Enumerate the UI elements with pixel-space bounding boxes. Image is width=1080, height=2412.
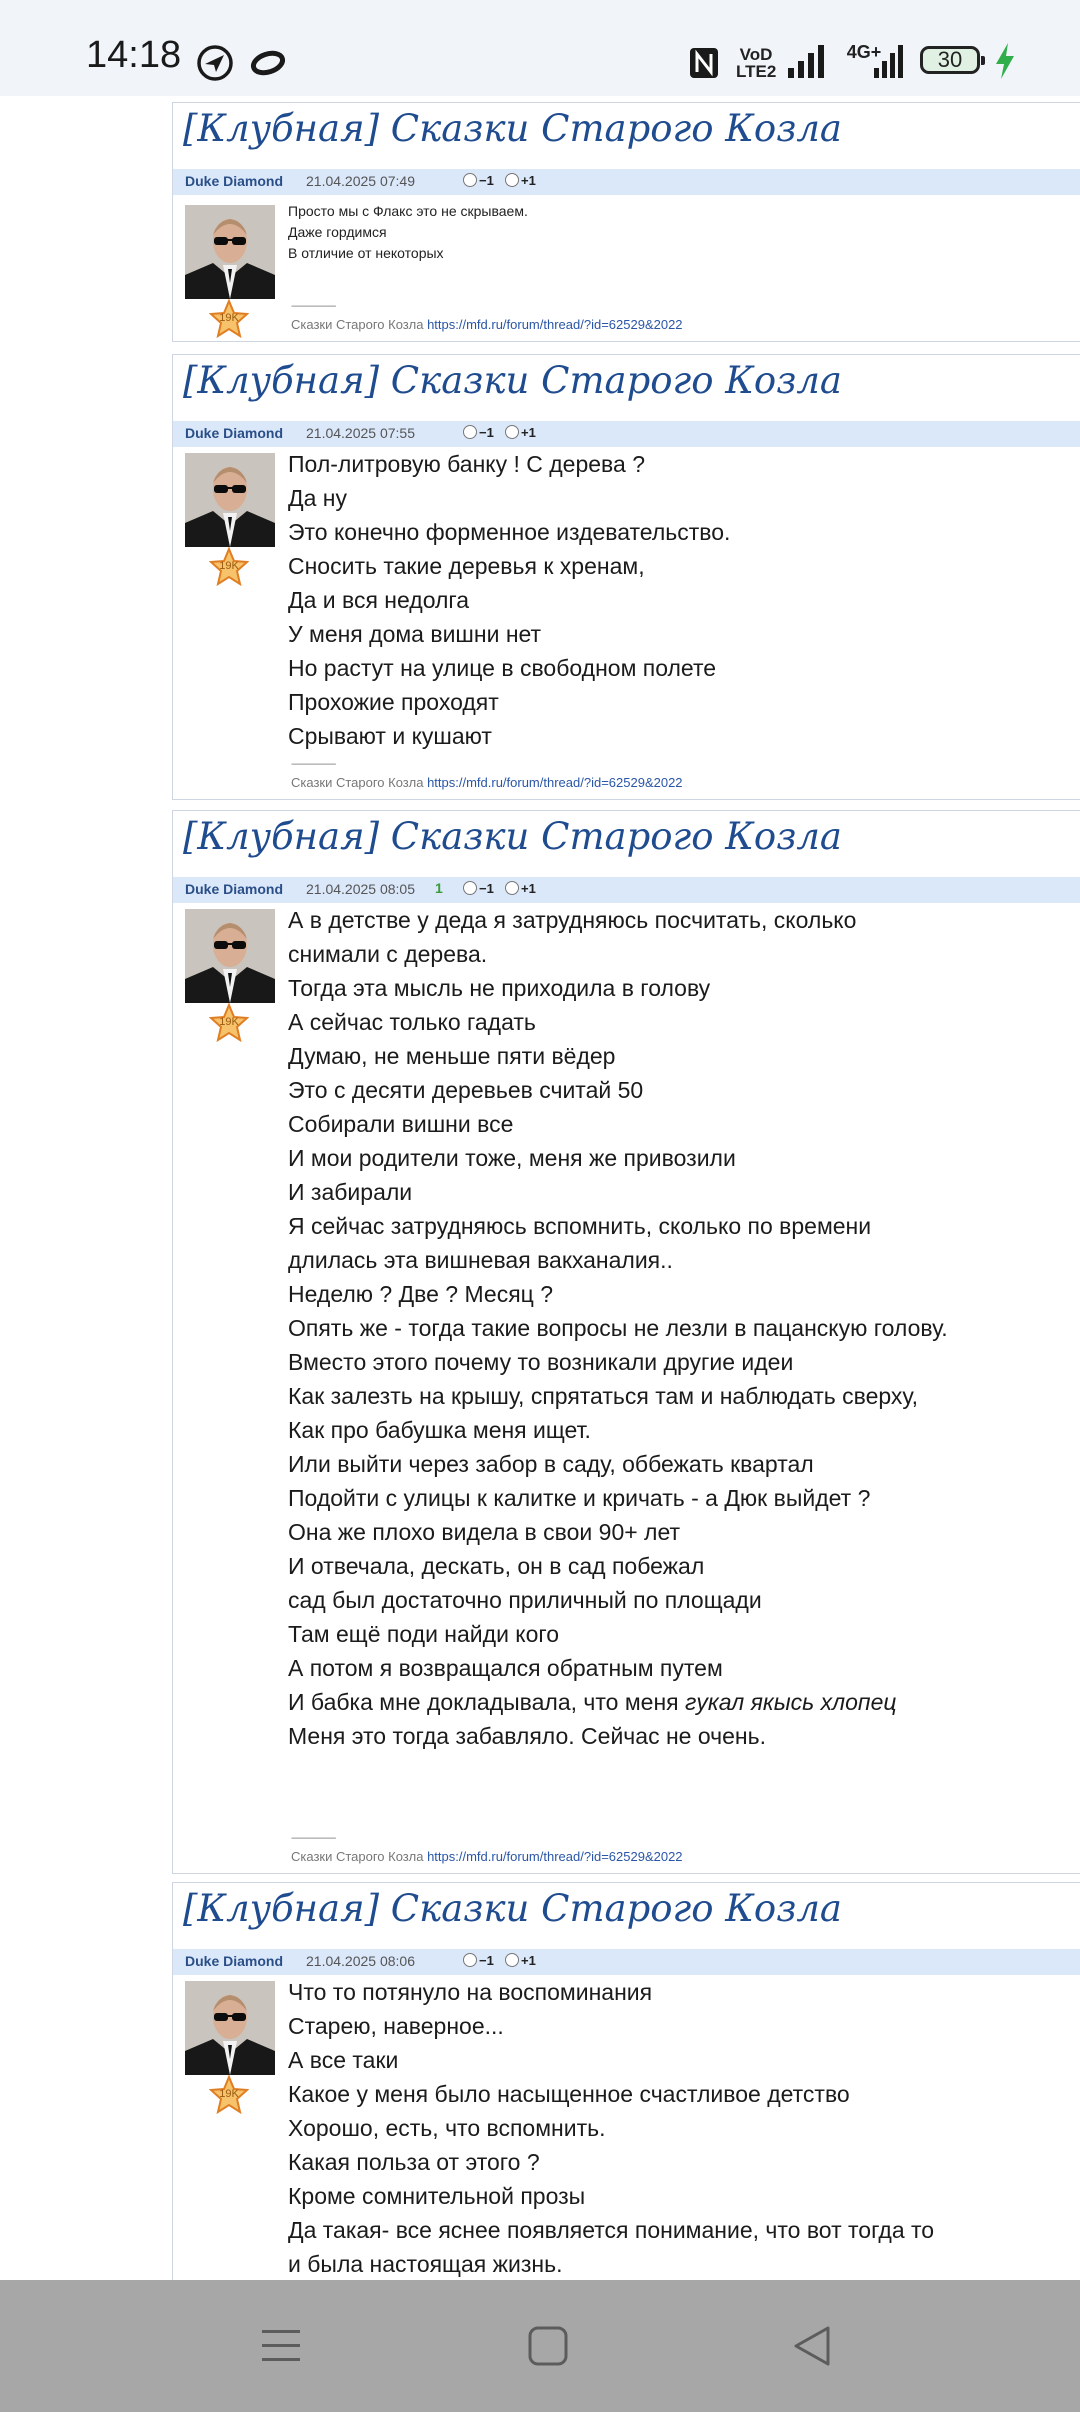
network-type: 4G+ [846,42,882,62]
avatar[interactable] [185,205,275,299]
vote-minus-button[interactable]: −1 [463,881,494,896]
vote-minus-button[interactable]: −1 [463,173,494,188]
forum-post [172,810,1080,1874]
system-nav-bar [0,2280,1080,2412]
vote-plus-button[interactable]: +1 [505,1953,536,1968]
nfc-icon [688,46,720,80]
home-icon[interactable] [528,2326,568,2366]
charging-bolt-icon [994,42,1016,80]
volte-indicator: VoD LTE2 [736,45,777,81]
post-date: 21.04.2025 08:05 [306,881,415,897]
forum-thread [0,96,1080,2280]
post-body: Что то потянуло на воспоминания Старею, наверное... А все таки Какое у меня было насыщенное счастливое детство Хорошо, есть, что вспомнить. Какая польза от этого ? Кроме сомнительной прозы Да такая- все яснее появляется понимание, что вот тогда то и была настоящая жизнь. [288,1979,935,2277]
battery-indicator: 30 [920,46,980,74]
avatar[interactable] [185,909,275,1003]
signature: Сказки Старого Козла https://mfd.ru/forum/thread/?id=62529&2022 [291,317,683,332]
forum-post [172,1882,1080,2280]
vote-plus-button[interactable]: +1 [505,173,536,188]
signature-divider: ------------------- [291,301,336,312]
avatar[interactable] [185,453,275,547]
post-header [173,169,1080,195]
signature-link[interactable]: https://mfd.ru/forum/thread/?id=62529&2022 [427,1849,683,1864]
menu-icon[interactable] [262,2326,300,2366]
ring-icon [248,48,288,78]
status-bar [0,0,1080,96]
rank-badge: 19K [209,2075,249,2115]
post-author[interactable]: Duke Diamond [185,1953,284,1969]
post-header [173,421,1080,447]
post-header [173,877,1080,903]
nav-arrow-icon [196,44,234,82]
status-time: 14:18 [86,34,182,76]
vote-plus-button[interactable]: +1 [505,881,536,896]
post-date: 21.04.2025 08:06 [306,1953,415,1969]
avatar[interactable] [185,1981,275,2075]
post-date: 21.04.2025 07:49 [306,173,415,189]
forum-post [172,102,1080,342]
post-title[interactable]: [Клубная] Сказки Старого Козла [183,1887,842,1930]
signal-icon [786,44,830,78]
signal-icon-2 [872,44,908,78]
back-icon[interactable] [792,2324,832,2368]
rank-badge: 19K [209,1003,249,1043]
signature: Сказки Старого Козла https://mfd.ru/forum/thread/?id=62529&2022 [291,775,683,790]
forum-post [172,354,1080,800]
post-title[interactable]: [Клубная] Сказки Старого Козла [183,359,842,402]
vote-plus-button[interactable]: +1 [505,425,536,440]
post-author[interactable]: Duke Diamond [185,881,284,897]
post-body: Пол-литровую банку ! С дерева ? Да ну Это конечно форменное издевательство. Сносить такие деревья к хренам, Да и вся недолга У меня дома вишни нет Но растут на улице в свободном полете Прохожие проходят Срывают и кушают [288,451,731,749]
post-title[interactable]: [Клубная] Сказки Старого Козла [183,815,842,858]
rank-badge: 19K [209,547,249,587]
signature: Сказки Старого Козла https://mfd.ru/forum/thread/?id=62529&2022 [291,1849,683,1864]
post-rating: 1 [435,880,443,896]
rank-badge: 19K [209,299,249,339]
post-author[interactable]: Duke Diamond [185,173,284,189]
signature-divider: ------------------- [291,759,336,770]
post-author[interactable]: Duke Diamond [185,425,284,441]
vote-minus-button[interactable]: −1 [463,425,494,440]
post-date: 21.04.2025 07:55 [306,425,415,441]
signature-link[interactable]: https://mfd.ru/forum/thread/?id=62529&2022 [427,775,683,790]
signature-link[interactable]: https://mfd.ru/forum/thread/?id=62529&2022 [427,317,683,332]
post-title[interactable]: [Клубная] Сказки Старого Козла [183,107,842,150]
signature-divider: ------------------- [291,1833,336,1844]
post-body: А в детстве у деда я затрудняюсь посчитать, сколько снимали с дерева. Тогда эта мысль не приходила в голову А сейчас только гадать Думаю, не меньше пяти вёдер Это с десяти деревьев считай 50 Собирали вишни все И мои родители тоже, меня же привозили И забирали Я сейчас затрудняюсь вспомнить, сколько по времени длилась эта вишневая вакханалия.. Неделю ? Две ? Месяц ? Опять же - тогда такие вопросы не лезли в пацанскую голову. Вместо этого почему то возникали другие идеи Как залезть на крышу, спрятаться там и наблюдать сверху, Как про бабушка меня ищет. Или выйти через забор в саду, оббежать квартал Подойти с улицы к калитке и кричать - а Дюк выйдет ? Она же плохо видела в свои 90+ лет И отвечала, дескать, он в сад побежал сад был достаточно приличный по площади Там ещё поди найди кого А потом я возвращался обратным путем И бабка мне докладывала, что меня гукал якысь хлопец Меня это тогда забавляло. Сейчас не очень. [288,907,948,1749]
post-body: Просто мы с Флакс это не скрываем. Даже гордимся В отличие от некоторых [288,203,528,261]
post-header [173,1949,1080,1975]
vote-minus-button[interactable]: −1 [463,1953,494,1968]
